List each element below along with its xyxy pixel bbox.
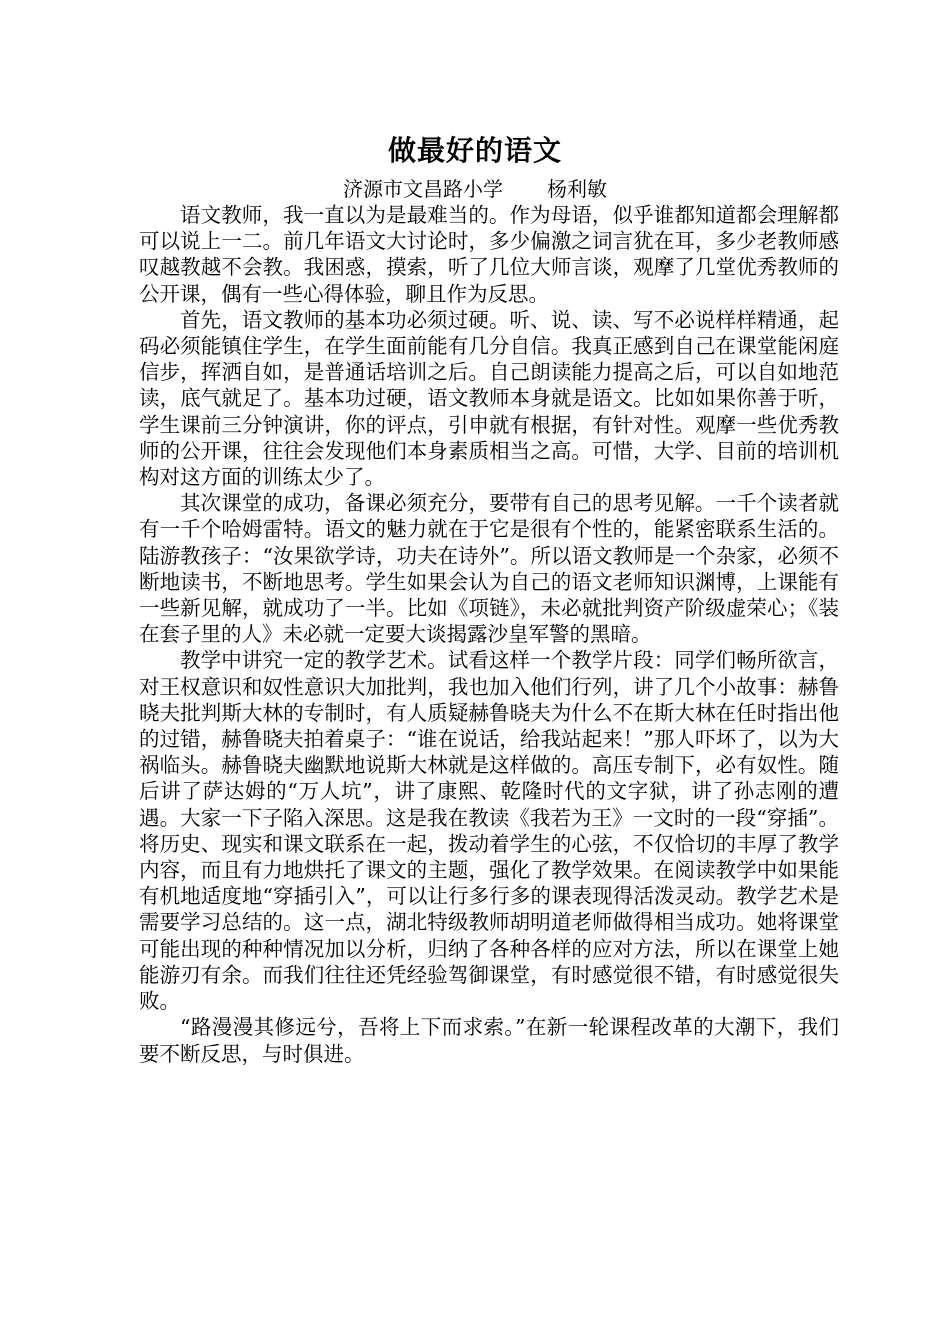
document-body bbox=[139, 202, 839, 1067]
paragraph-2: 首先，语文教师的基本功必须过硬。听、说、读、写不必说样样精通，起码必须能镇住学生，在学生面前能有几分自信。我真正感到自己在课堂能闲庭信步，挥洒自如，是普通话培训之后。自己朗读能力提高之后，可以自如地范读，底气就足了。基本功过硬，语文教师本身就是语文。比如如果你善于听，学生课前三分钟演讲，你的评点，引申就有根据，有针对性。观摩一些优秀教师的公开课，往往会发现他们本身素质相当之高。可惜，大学、目前的培训机构对这方面的训练太少了。 bbox=[139, 307, 839, 490]
paragraph-4: 教学中讲究一定的教学艺术。试看这样一个教学片段：同学们畅所欲言，对王权意识和奴性意识大加批判，我也加入他们行列，讲了几个小故事：赫鲁晓夫批判斯大林的专制时，有人质疑赫鲁晓夫为什么不在斯大林在任时指出他的过错，赫鲁晓夫拍着桌子：“谁在说话，给我站起来！”那人吓坏了，以为大祸临头。赫鲁晓夫幽默地说斯大林就是这样做的。高压专制下，必有奴性。随后讲了萨达姆的“万人坑”，讲了康熙、乾隆时代的文字狱，讲了孙志刚的遭遇。大家一下子陷入深思。这是我在教读《我若为王》一文时的一段“穿插”。将历史、现实和课文联系在一起，拨动着学生的心弦，不仅恰切的丰厚了教学内容，而且有力地烘托了课文的主题，强化了教学效果。在阅读教学中如果能有机地适度地“穿插引入”，可以让行多行多的课表现得活泼灵动。教学艺术是需要学习总结的。这一点，湖北特级教师胡明道老师做得相当成功。她将课堂可能出现的种种情况加以分析，归纳了各种各样的应对方法，所以在课堂上她能游刃有余。而我们往往还凭经验驾御课堂，有时感觉很不错，有时感觉很失败。 bbox=[139, 648, 839, 1014]
paragraph-1: 语文教师，我一直以为是最难当的。作为母语，似乎谁都知道都会理解都可以说上一二。前几年语文大讨论时，多少偏激之词言犹在耳，多少老教师感叹越教越不会教。我困惑，摸索，听了几位大师言谈，观摩了几堂优秀教师的公开课，偶有一些心得体验，聊且作为反思。 bbox=[139, 203, 839, 306]
author-line bbox=[0, 176, 950, 202]
author-name: 杨利敏 bbox=[547, 177, 607, 201]
document-title: 做最好的语文 bbox=[387, 134, 562, 167]
paragraph-3: 其次课堂的成功，备课必须充分，要带有自己的思考见解。一千个读者就有一千个哈姆雷特。语文的魅力就在于它是很有个性的，能紧密联系生活的。陆游教孩子：“汝果欲学诗，功夫在诗外”。所以语文教师是一个杂家，必须不断地读书，不断地思考。学生如果会认为自己的语文老师知识渊博，上课能有一些新见解，就成功了一半。比如《项链》，未必就批判资产阶级虚荣心；《装在套子里的人》未必就一定要大谈揭露沙皇军警的黑暗。 bbox=[139, 491, 839, 647]
paragraph-5: “路漫漫其修远兮，吾将上下而求索。”在新一轮课程改革的大潮下，我们要不断反思，与时俱进。 bbox=[139, 1015, 839, 1066]
author-school: 济源市文昌路小学 bbox=[343, 177, 503, 201]
